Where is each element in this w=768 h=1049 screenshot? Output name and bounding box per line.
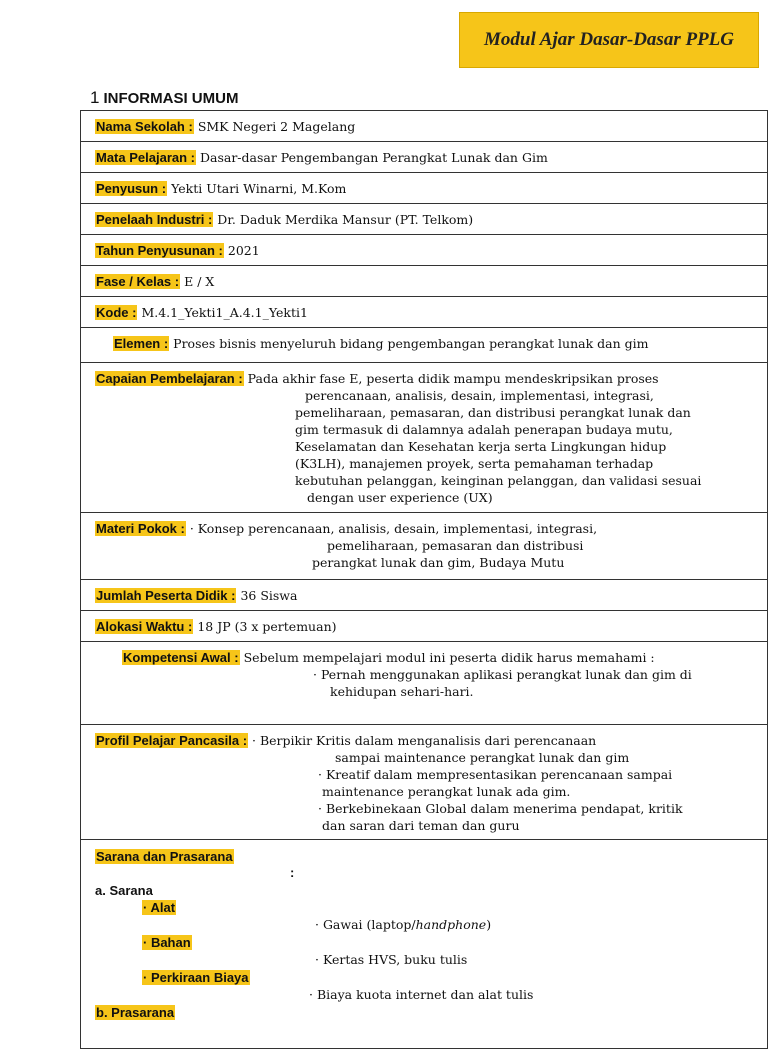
value-tahun-penyusunan: 2021 [227, 243, 260, 258]
value-mata-pelajaran: Dasar-dasar Pengembangan Perangkat Lunak dan Gim [199, 150, 548, 165]
row-capaian-pembelajaran [81, 363, 768, 513]
value-kode: M.4.1_Yekti1_A.4.1_Yekti1 [141, 305, 308, 320]
value-elemen: Proses bisnis menyeluruh bidang pengembangan perangkat lunak dan gim [173, 336, 649, 351]
materi-line: perangkat lunak dan gim, Budaya Mutu [312, 555, 565, 570]
section-number: 1 [90, 88, 100, 107]
value-alat: · Gawai (laptop/handphone) [315, 917, 492, 932]
capaian-line: Keselamatan dan Kesehatan kerja serta Lingkungan hidup [295, 439, 667, 454]
label-sarana: a. Sarana [95, 883, 153, 898]
label-jumlah-peserta: Jumlah Peserta Didik : [96, 588, 236, 603]
capaian-line: (K3LH), manajemen proyek, serta pemahaman terhadap [295, 456, 654, 471]
label-penelaah-industri: Penelaah Industri : [96, 212, 213, 227]
row-nama-sekolah [81, 111, 768, 142]
label-perkiraan-biaya: · Perkiraan Biaya [143, 970, 249, 985]
module-title: Modul Ajar Dasar-Dasar PPLG [483, 29, 734, 50]
label-tahun-penyusunan: Tahun Penyusunan : [96, 243, 223, 258]
value-alokasi-waktu: 18 JP (3 x pertemuan) [197, 619, 337, 634]
sarana-colon: : [290, 865, 295, 880]
label-sarana-prasarana: Sarana dan Prasarana [96, 849, 233, 864]
label-kode: Kode : [96, 305, 137, 320]
row-penyusun [81, 173, 768, 204]
value-penyusun: Yekti Utari Winarni, M.Kom [171, 181, 347, 196]
materi-line: pemeliharaan, pemasaran dan distribusi [327, 538, 584, 553]
profil-line: · Berkebinekaan Global dalam menerima pendapat, kritik [318, 801, 683, 816]
capaian-line: perencanaan, analisis, desain, implementasi, integrasi, [305, 388, 654, 403]
value-bahan: · Kertas HVS, buku tulis [315, 952, 468, 967]
label-prasarana: b. Prasarana [96, 1005, 175, 1020]
section-title: INFORMASI UMUM [103, 90, 239, 107]
label-alokasi-waktu: Alokasi Waktu : [96, 619, 193, 634]
capaian-line: pemeliharaan, pemasaran, dan distribusi perangkat lunak dan [295, 405, 691, 420]
label-fase-kelas: Fase / Kelas : [96, 274, 180, 289]
materi-line: · Konsep perencanaan, analisis, desain, implementasi, integrasi, [189, 521, 598, 536]
label-alat: · Alat [143, 900, 176, 915]
row-fase-kelas [81, 266, 768, 297]
row-kompetensi-awal [81, 642, 768, 725]
capaian-line: Pada akhir fase E, peserta didik mampu mendeskripsikan proses [247, 371, 659, 386]
row-jumlah-peserta [81, 580, 768, 611]
value-fase-kelas: E / X [184, 274, 215, 289]
row-tahun-penyusunan [81, 235, 768, 266]
row-penelaah-industri [81, 204, 768, 235]
capaian-line: gim termasuk di dalamnya adalah penerapan budaya mutu, [295, 422, 673, 437]
value-jumlah-peserta: 36 Siswa [240, 588, 298, 603]
label-bahan: · Bahan [143, 935, 191, 950]
profil-line: · Kreatif dalam mempresentasikan perencanaan sampai [318, 767, 673, 782]
capaian-line: kebutuhan pelanggan, keinginan pelanggan, dan validasi sesuai [295, 473, 702, 488]
kompetensi-line: Sebelum mempelajari modul ini peserta didik harus memahami : [243, 650, 655, 665]
row-profil-pelajar-pancasila [81, 725, 768, 840]
row-elemen [81, 328, 768, 363]
label-elemen: Elemen : [114, 336, 169, 351]
profil-line: · Berpikir Kritis dalam menganalisis dari perencanaan [252, 733, 597, 748]
label-capaian-pembelajaran: Capaian Pembelajaran : [96, 371, 243, 386]
section-heading [90, 88, 238, 108]
label-mata-pelajaran: Mata Pelajaran : [96, 150, 195, 165]
row-kode [81, 297, 768, 328]
label-materi-pokok: Materi Pokok : [96, 521, 185, 536]
capaian-line: dengan user experience (UX) [307, 490, 493, 505]
row-materi-pokok [81, 513, 768, 580]
value-penelaah-industri: Dr. Daduk Merdika Mansur (PT. Telkom) [217, 212, 474, 227]
label-penyusun: Penyusun : [96, 181, 167, 196]
kompetensi-line: kehidupan sehari-hari. [330, 684, 474, 699]
label-profil-pelajar-pancasila: Profil Pelajar Pancasila : [96, 733, 248, 748]
general-info-table [80, 110, 768, 1049]
label-nama-sekolah: Nama Sekolah : [96, 119, 193, 134]
row-sarana-prasarana [81, 840, 768, 1049]
profil-line: maintenance perangkat lunak ada gim. [322, 784, 571, 799]
row-mata-pelajaran [81, 142, 768, 173]
row-alokasi-waktu [81, 611, 768, 642]
profil-line: dan saran dari teman dan guru [322, 818, 520, 833]
kompetensi-line: · Pernah menggunakan aplikasi perangkat lunak dan gim di [313, 667, 692, 682]
label-kompetensi-awal: Kompetensi Awal : [123, 650, 239, 665]
value-perkiraan-biaya: · Biaya kuota internet dan alat tulis [309, 987, 534, 1002]
profil-line: sampai maintenance perangkat lunak dan gim [335, 750, 630, 765]
value-nama-sekolah: SMK Negeri 2 Magelang [197, 119, 356, 134]
module-title-banner [459, 12, 759, 68]
